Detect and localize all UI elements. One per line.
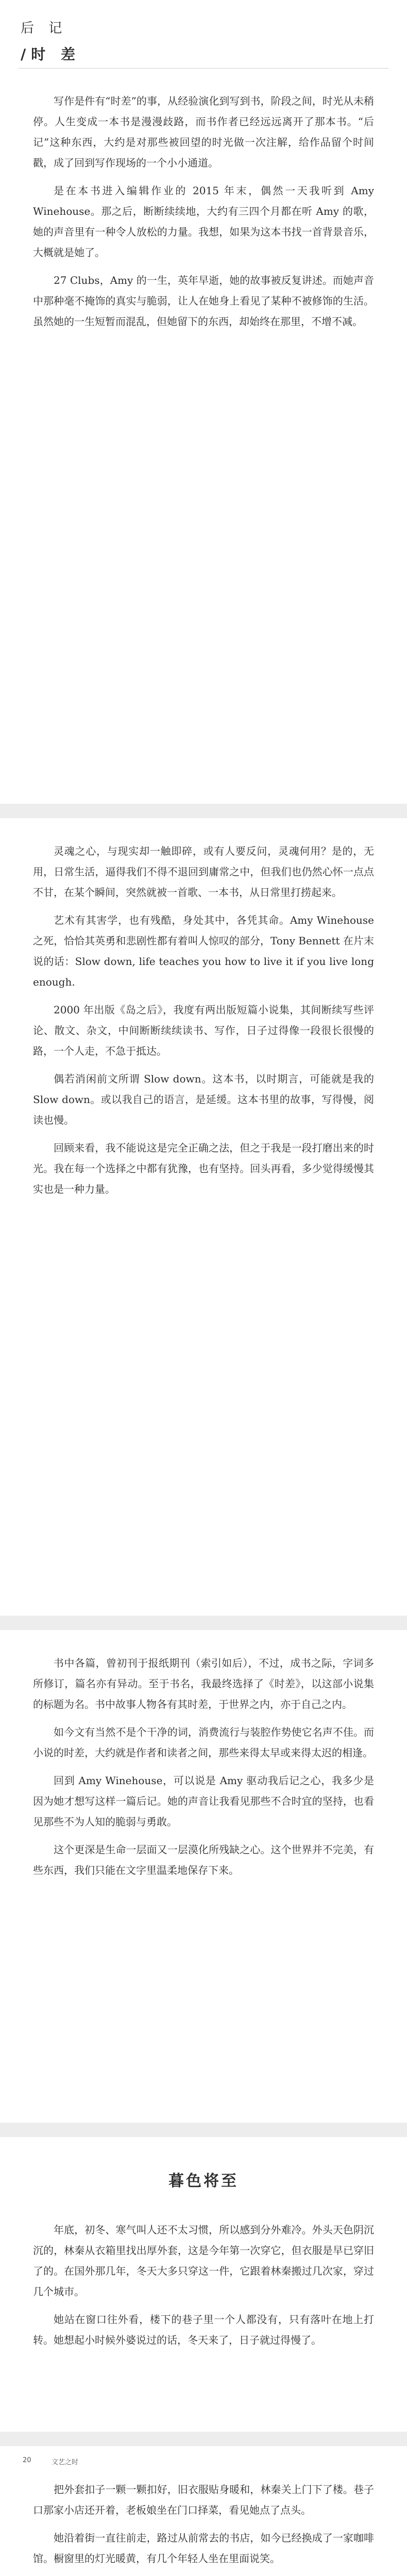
- paragraph: 如今文有当然不是个干净的词，消费流行与装腔作势使它名声不佳。而小说的时差，大约就是作者和读者之间，那些来得太早或来得太迟的相逢。: [33, 1726, 374, 1759]
- paragraph: 27 Clubs，Amy 的一生，英年早逝，她的故事被反复讲述。而她声音中那种毫不掩饰的真实与脆弱，让人在她身上看见了某种不被修饰的生活。虽然她的一生短暂而混乱，但她留下的东西，却始终在那里，不增不减。: [33, 274, 374, 328]
- paragraph: 她站在窗口往外看，楼下的巷子里一个人都没有，只有落叶在地上打转。她想起小时候外婆说过的话，冬天来了，日子就过得慢了。: [33, 2313, 374, 2346]
- paragraph: 写作是件有“时差”的事，从经验演化到写到书，阶段之间，时光从未稍停。人生变成一本书是漫漫歧路，而书作者已经远远离开了那本书。“后记”这种东西，大约是对那些被回望的时光做一次注解，给作品留个时间戳，成了回到写作现场的一个小小通道。: [33, 95, 374, 169]
- page-3-body: [33, 1653, 374, 1888]
- paragraph: 她沿着街一直往前走，路过从前常去的书店，如今已经换成了一家咖啡馆。橱窗里的灯光暖黄，有几个年轻人坐在里面说笑。: [33, 2532, 374, 2565]
- afterword-author: /时 差: [21, 46, 80, 63]
- page-1-body: [33, 91, 374, 339]
- page-number: 20: [23, 2456, 31, 2464]
- paragraph: 把外套扣子一颗一颗扣好，旧衣服贴身暖和，林秦关上门下了楼。巷子口那家小店还开着，老板娘坐在门口择菜，看见她点了点头。: [33, 2483, 374, 2516]
- page-2: [0, 818, 407, 1616]
- paragraph: 回顾来看，我不能说这是完全正确之法，但之于我是一段打磨出来的时光。我在每一个选择之中都有犹豫，也有坚持。回头再看，多少觉得缓慢其实也是一种力量。: [33, 1142, 374, 1195]
- paragraph: 书中各篇，曾初刊于报纸期刊（索引如后），不过，成书之际，字词多所修订，篇名亦有异动。至于书名，我最终选择了《时差》，以这部小说集的标题为名。书中故事人物各有其时差，于世界之内，亦于自己之内。: [33, 1657, 374, 1710]
- page-5-body: [33, 2479, 374, 2576]
- page-5: [0, 2446, 407, 2576]
- paragraph: 是在本书进入编辑作业的 2015 年末，偶然一天我听到 Amy Winehouse。那之后，断断续续地，大约有三四个月都在听 Amy 的歌，她的声音里有一种令人放松的力量。我想，如果为这本书找一首背景音乐，大概就是她了。: [33, 184, 374, 259]
- paragraph: 灵魂之心，与现实却一触即碎，或有人要反问，灵魂何用？是的，无用，日常生活，逼得我们不得不退回到庸常之中，但我们也仍然心怀一点点不甘，在某个瞬间，突然就被一首歌、一本书，从日常里打捞起来。: [33, 845, 374, 899]
- chapter-title: 暮色将至: [168, 2172, 239, 2190]
- paragraph: 偶若消闲前文所谓 Slow down。这本书，以时期言，可能就是我的 Slow down。或以我自己的语言，是延缓。这本书里的故事，写得慢，阅读也慢。: [33, 1073, 374, 1126]
- page-2-body: [33, 841, 374, 1207]
- page-1: [0, 0, 407, 804]
- running-head: 文艺之时: [52, 2459, 79, 2466]
- chapter-page-muse: [0, 2137, 407, 2432]
- page-3: [0, 1630, 407, 2123]
- afterword-title: 后 记: [21, 21, 67, 36]
- chapter-body: [33, 2219, 374, 2358]
- paragraph: 这个更深是生命一层面又一层漠化所残缺之心。这个世界并不完美，有些东西，我们只能在文字里温柔地保存下来。: [33, 1843, 374, 1876]
- paragraph: 回到 Amy Winehouse，可以说是 Amy 驱动我后记之心，我多少是因为她才想写这样一篇后记。她的声音让我看见那些不合时宜的坚持，也看见那些不为人知的脆弱与勇敢。: [33, 1774, 374, 1828]
- header-divider: [19, 68, 388, 69]
- paragraph: 艺术有其害学，也有残酷，身处其中，各凭其命。Amy Winehouse 之死，恰恰其英勇和悲剧性都有着叫人惊叹的部分，Tony Bennett 在片末说的话：Slow down, life teaches you how to live it if you live long enough.: [33, 914, 374, 988]
- paragraph: 年底，初冬、寒气叫人还不太习惯，所以感到分外难冷。外头天色阴沉沉的，林秦从衣箱里找出厚外套，这是今年第一次穿它，但衣服是早已穿旧了的。在国外那几年，冬天大多只穿这一件，它跟着林秦搬过几次家，穿过几个城市。: [33, 2224, 374, 2298]
- paragraph: 2000 年出版《岛之后》，我度有两出版短篇小说集，其间断续写些评论、散文、杂文，中间断断续续读书、写作，日子过得像一段很长很慢的路，一个人走，不急于抵达。: [33, 1004, 374, 1057]
